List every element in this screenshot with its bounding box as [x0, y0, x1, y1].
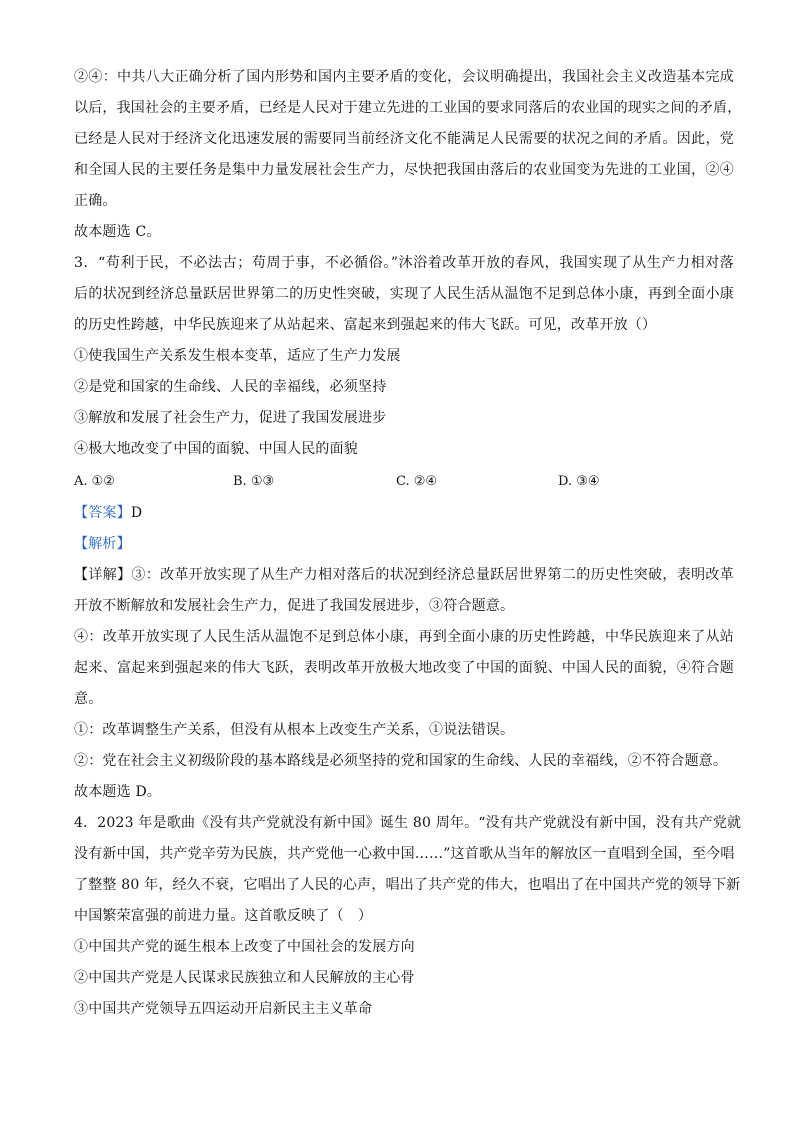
q4-stem-line: 中国繁荣富强的前进力量。这首歌反映了（ ） — [74, 908, 373, 924]
q3-stem-line: 的历史性跨越，中华民族迎来了从站起来、富起来到强起来的伟大飞跃。可见，改革开放（） — [74, 317, 657, 333]
q3-stem-line: 后的状况到经济总量跃居世界第二的历史性突破，实现了人民生活从温饱不足到总体小康，再到全面小康 — [74, 286, 734, 302]
analysis-label: 【解析】 — [74, 536, 131, 552]
q3-option-c: C. ②④ — [396, 474, 438, 489]
q3-detail-line: 开放不断解放和发展社会生产力，促进了我国发展进步，③符合题意。 — [74, 598, 515, 614]
q3-option-b: B. ①③ — [233, 474, 275, 489]
q3-option-d: D. ③④ — [558, 474, 600, 489]
q4-statement: ①中国共产党的诞生根本上改变了中国社会的发展方向 — [74, 939, 415, 955]
answer-label: 【答案】 — [74, 505, 131, 521]
q3-detail-line: 起来、富起来到强起来的伟大飞跃，表明改革开放极大地改变了中国的面貌、中国人民的面貌，④符合题 — [74, 660, 734, 676]
q3-statement: ③解放和发展了社会生产力，促进了我国发展进步 — [74, 410, 387, 426]
q4-stem-line: 没有新中国，共产党辛劳为民族，共产党他一心救中国……”这首歌从当年的解放区一直唱到全国，至今唱 — [74, 846, 735, 862]
q4-stem-line: 4．2023 年是歌曲《没有共产党就没有新中国》诞生 80 周年。“没有共产党就没有新中国，没有共产党就 — [74, 815, 742, 831]
q3-statement: ②是党和国家的生命线、人民的幸福线，必须坚持 — [74, 379, 387, 395]
q3-answer — [74, 503, 734, 523]
q3-stem-line: 3．“苟利于民，不必法古；苟周于事，不必循俗。”沐浴着改革开放的春风，我国实现了从生产力相对落 — [74, 255, 734, 271]
q2-analysis-line: 和全国人民的主要任务是集中力量发展社会生产力，尽快把我国由落后的农业国变为先进的工业国，②④ — [74, 162, 734, 178]
q2-analysis-line: 已经是人民对于经济文化迅速发展的需要同当前经济文化不能满足人民需要的状况之间的矛盾。因此，党 — [74, 131, 734, 147]
q3-detail-line: ②：党在社会主义初级阶段的基本路线是必须坚持的党和国家的生命线、人民的幸福线，②不符合题意。 — [74, 753, 728, 769]
q4-stem-line: 了整整 80 年，经久不衰，它唱出了人民的心声，唱出了共产党的伟大，也唱出了在中国共产党的领导下新 — [74, 877, 741, 893]
q4-statement: ③中国共产党领导五四运动开启新民主主义革命 — [74, 1001, 373, 1017]
q3-detail-line: ①：改革调整生产关系，但没有从根本上改变生产关系，①说法错误。 — [74, 722, 515, 738]
q2-analysis-line: 以后，我国社会的主要矛盾，已经是人民对于建立先进的工业国的要求同落后的农业国的现实之间的矛盾， — [74, 100, 742, 116]
q3-detail-line — [74, 565, 734, 585]
q3-statement: ①使我国生产关系发生根本变革，适应了生产力发展 — [74, 348, 401, 364]
detail-label: 【详解】 — [74, 567, 132, 583]
q4-statement: ②中国共产党是人民谋求民族独立和人民解放的主心骨 — [74, 970, 415, 986]
q3-option-a: A. ①② — [74, 474, 115, 489]
q3-statement: ④极大地改变了中国的面貌、中国人民的面貌 — [74, 441, 358, 457]
q2-analysis-line: 正确。 — [74, 193, 117, 209]
q2-conclusion: 故本题选 C。 — [74, 224, 161, 240]
answer-value: D — [130, 505, 143, 521]
detail-text: ③：改革开放实现了从生产力相对落后的状况到经济总量跃居世界第二的历史性突破，表明改革 — [131, 567, 734, 583]
q3-conclusion: 故本题选 D。 — [74, 784, 162, 800]
q2-analysis-line: ②④：中共八大正确分析了国内形势和国内主要矛盾的变化，会议明确提出，我国社会主义改造基本完成 — [74, 69, 734, 85]
q3-detail-line: 意。 — [74, 691, 103, 707]
q3-detail-line: ④：改革开放实现了人民生活从温饱不足到总体小康，再到全面小康的历史性跨越，中华民族迎来了从站 — [74, 629, 734, 645]
